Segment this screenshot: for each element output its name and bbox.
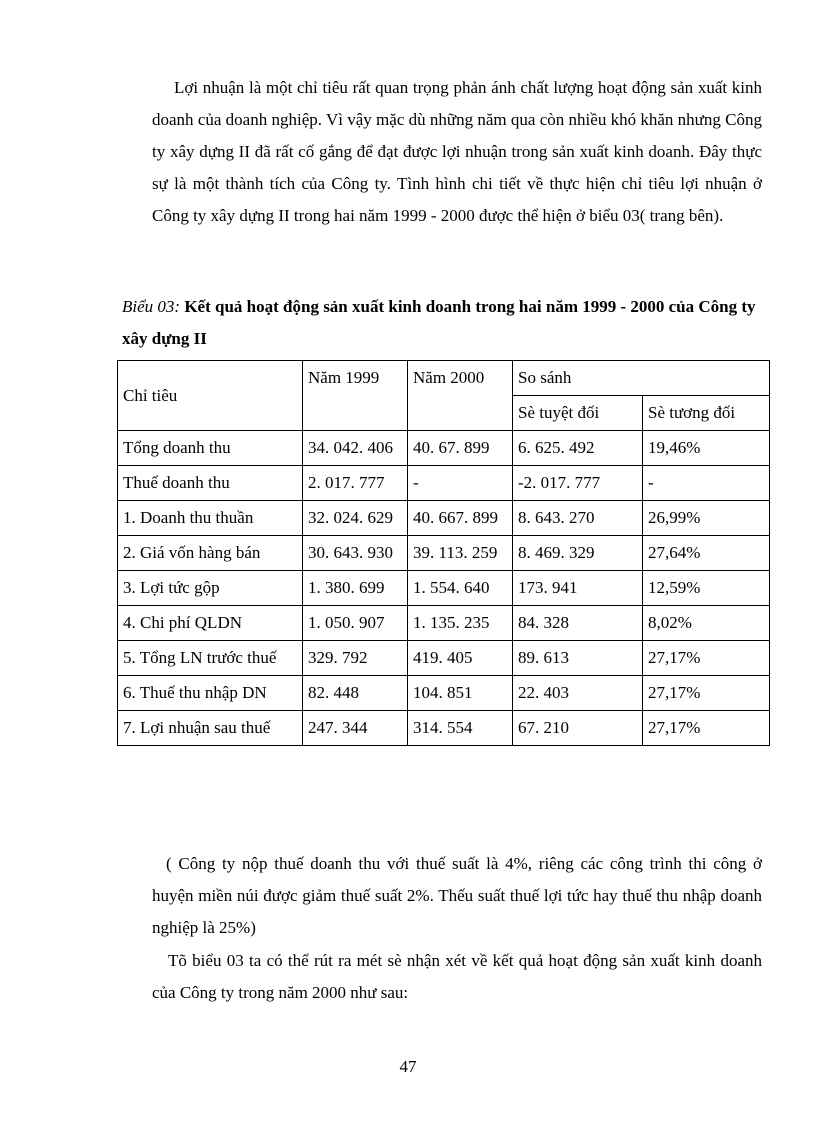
conclusion-paragraph: Tõ biểu 03 ta có thể rút ra mét sè nhận xét về kết quả hoạt động sản xuất kinh doanh của Công ty trong năm 2000 như sau: [152, 951, 762, 1002]
header-absolute: Sè tuyệt đối [513, 396, 643, 431]
table-row [118, 641, 770, 676]
caption-label: Biểu 03 [122, 297, 175, 316]
row-indicator: 7. Lợi nhuận sau thuế [118, 711, 303, 746]
row-value-2000: 104. 851 [408, 676, 513, 711]
row-relative-change: 12,59% [643, 571, 770, 606]
tax-note: ( Công ty nộp thuế doanh thu với thuế suất là 4%, riêng các công trình thi công ở huyện miền núi được giảm thuế suất 2%. Thếu suất thuế lợi tức hay thuế thu nhập doanh nghiệp là 25%) [152, 854, 762, 937]
row-indicator: 4. Chi phí QLDN [118, 606, 303, 641]
row-relative-change: 26,99% [643, 501, 770, 536]
row-absolute-change: 84. 328 [513, 606, 643, 641]
row-absolute-change: 22. 403 [513, 676, 643, 711]
row-indicator: 3. Lợi tức gộp [118, 571, 303, 606]
intro-paragraph: Lợi nhuận là một chỉ tiêu rất quan trọng phản ánh chất lượng hoạt động sản xuất kinh doanh của doanh nghiệp. Vì vậy mặc dù những năm qua còn nhiều khó khăn nhưng Công ty xây dựng II đã rất cố gắng để đạt được lợi nhuận trong sản xuất kinh doanh. Đây thực sự là một thành tích của Công ty. Tình hình chi tiết về thực hiện chỉ tiêu lợi nhuận ở Công ty xây dựng II trong hai năm 1999 - 2000 được thể hiện ở biểu 03( trang bên). [152, 78, 762, 225]
header-compare: So sánh [513, 361, 770, 396]
table-caption: Biểu 03: Kết quả hoạt động sản xuất kinh doanh trong hai năm 1999 - 2000 của Công ty xây dựng II [122, 297, 756, 348]
header-indicator: Chỉ tiêu [118, 361, 303, 431]
row-relative-change: 27,17% [643, 641, 770, 676]
caption-title: Kết quả hoạt động sản xuất kinh doanh trong hai năm 1999 - 2000 của Công ty xây dựng II [122, 297, 756, 348]
header-year-1999: Năm 1999 [303, 361, 408, 431]
row-relative-change: - [643, 466, 770, 501]
table-row [118, 501, 770, 536]
row-indicator: Thuế doanh thu [118, 466, 303, 501]
table-row [118, 466, 770, 501]
row-value-2000: 1. 554. 640 [408, 571, 513, 606]
row-value-1999: 30. 643. 930 [303, 536, 408, 571]
page-number: 47 [399, 1057, 417, 1076]
row-value-2000: 40. 667. 899 [408, 501, 513, 536]
header-relative: Sè tương đối [643, 396, 770, 431]
table-row [118, 711, 770, 746]
row-relative-change: 8,02% [643, 606, 770, 641]
row-value-2000: 39. 113. 259 [408, 536, 513, 571]
table-row [118, 676, 770, 711]
row-indicator: Tổng doanh thu [118, 431, 303, 466]
row-indicator: 2. Giá vốn hàng bán [118, 536, 303, 571]
row-value-1999: 329. 792 [303, 641, 408, 676]
row-value-1999: 247. 344 [303, 711, 408, 746]
row-absolute-change: 89. 613 [513, 641, 643, 676]
row-relative-change: 27,64% [643, 536, 770, 571]
row-relative-change: 19,46% [643, 431, 770, 466]
row-value-2000: 40. 67. 899 [408, 431, 513, 466]
results-table [117, 360, 770, 746]
header-row [118, 361, 770, 396]
row-value-1999: 1. 050. 907 [303, 606, 408, 641]
row-value-2000: 1. 135. 235 [408, 606, 513, 641]
row-absolute-change: -2. 017. 777 [513, 466, 643, 501]
row-indicator: 5. Tổng LN trước thuế [118, 641, 303, 676]
row-value-2000: - [408, 466, 513, 501]
row-indicator: 1. Doanh thu thuần [118, 501, 303, 536]
table-row [118, 431, 770, 466]
row-relative-change: 27,17% [643, 676, 770, 711]
table-row [118, 571, 770, 606]
row-value-1999: 32. 024. 629 [303, 501, 408, 536]
row-absolute-change: 8. 469. 329 [513, 536, 643, 571]
table-row [118, 536, 770, 571]
row-value-1999: 2. 017. 777 [303, 466, 408, 501]
row-value-2000: 419. 405 [408, 641, 513, 676]
row-value-1999: 82. 448 [303, 676, 408, 711]
row-absolute-change: 6. 625. 492 [513, 431, 643, 466]
header-year-2000: Năm 2000 [408, 361, 513, 431]
row-absolute-change: 67. 210 [513, 711, 643, 746]
row-absolute-change: 8. 643. 270 [513, 501, 643, 536]
row-value-2000: 314. 554 [408, 711, 513, 746]
row-relative-change: 27,17% [643, 711, 770, 746]
row-absolute-change: 173. 941 [513, 571, 643, 606]
row-value-1999: 34. 042. 406 [303, 431, 408, 466]
row-indicator: 6. Thuế thu nhập DN [118, 676, 303, 711]
table-row [118, 606, 770, 641]
row-value-1999: 1. 380. 699 [303, 571, 408, 606]
